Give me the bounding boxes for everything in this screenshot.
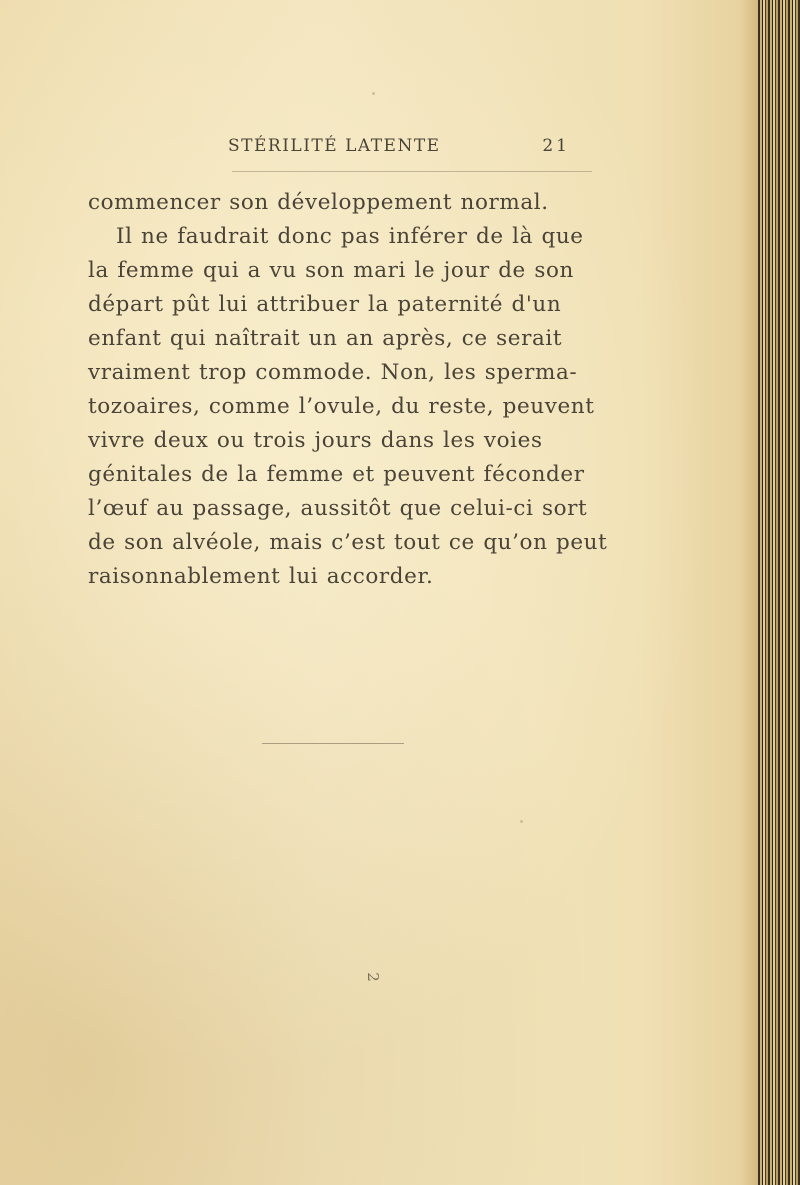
text-line: Il ne faudrait donc pas inférer de là que [116, 224, 584, 249]
text-line: vivre deux ou trois jours dans les voies [88, 428, 543, 453]
text-line: raisonnablement lui accorder. [88, 564, 434, 589]
body-text [88, 186, 608, 594]
text-line: de son alvéole, mais c’est tout ce qu’on peut [88, 530, 608, 555]
page-gutter-shadow [740, 0, 760, 1185]
text-line: génitales de la femme et peuvent féconder [88, 462, 585, 487]
book-spine-edge [758, 0, 800, 1185]
section-end-rule [262, 743, 404, 744]
running-header-title: STÉRILITÉ LATENTE [228, 136, 441, 156]
text-line: départ pût lui attribuer la paternité d'un [88, 292, 562, 317]
text-line: commencer son développement normal. [88, 190, 549, 215]
text-line: enfant qui naîtrait un an après, ce serait [88, 326, 563, 351]
header-rule [232, 171, 592, 172]
text-line: tozoaires, comme l’ovule, du reste, peuvent [88, 394, 595, 419]
text-line: l’œuf au passage, aussitôt que celui-ci sort [88, 496, 588, 521]
text-line: la femme qui a vu son mari le jour de son [88, 258, 574, 283]
paper-speck [520, 820, 523, 823]
signature-mark: 2 [363, 972, 382, 982]
paper-speck [372, 92, 375, 95]
page-number: 21 [542, 136, 570, 156]
text-line: vraiment trop commode. Non, les sperma- [88, 360, 578, 385]
running-header [228, 136, 570, 162]
